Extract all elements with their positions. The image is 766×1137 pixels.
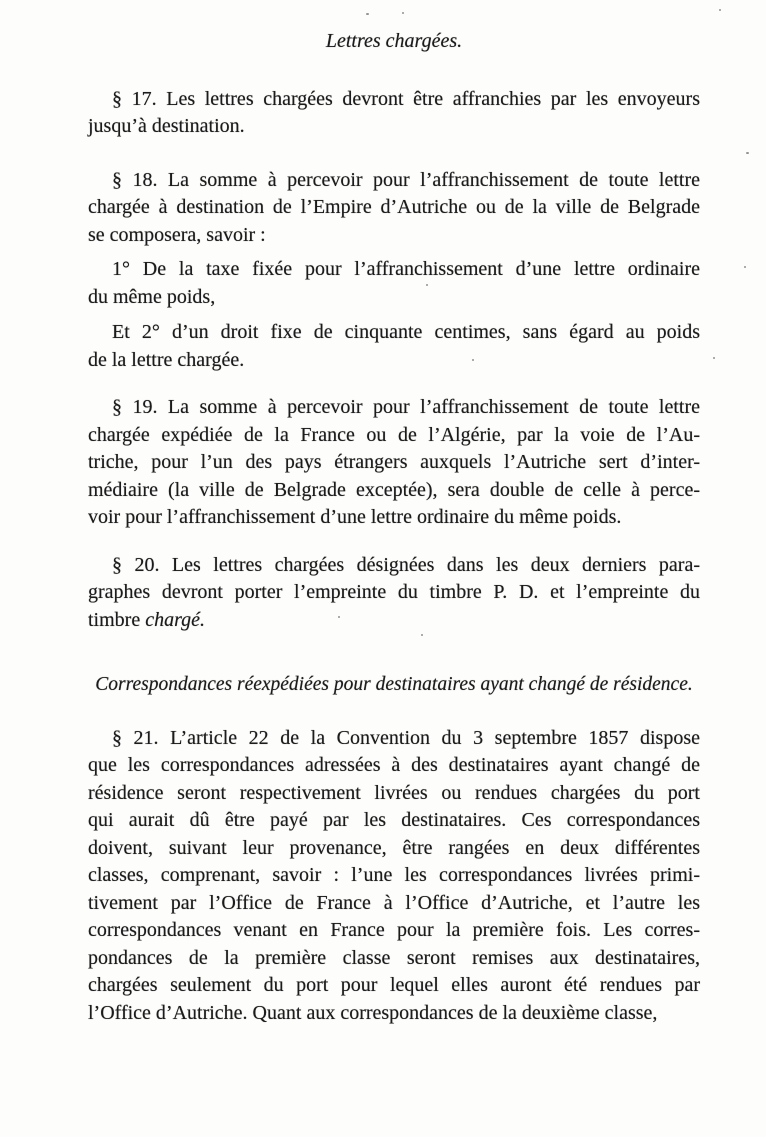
section-heading — [88, 671, 700, 699]
text-line: que les correspondances adressées à des destinataires ayant changé de — [88, 754, 700, 776]
text-line: pondances de la première classe seront remises aux destinataires, — [88, 946, 700, 969]
text-line: se composera, savoir : — [88, 223, 266, 246]
text-line: chargées seulement du port pour lequel elles auront été rendues par — [88, 974, 700, 996]
ink-speck — [402, 12, 404, 14]
italic-text-segment: chargé. — [145, 608, 206, 631]
text-line: § 21. L’article 22 de la Convention du 3 septembre 1857 dispose — [112, 726, 700, 749]
text-line: § 19. La somme à percevoir pour l’affranchissement de toute lettre — [112, 396, 700, 418]
text-line — [88, 607, 700, 635]
ink-speck — [421, 634, 423, 636]
text-line: doivent, suivant leur provenance, être rangées en deux différentes — [88, 836, 700, 859]
text-line: 1° De la taxe fixée pour l’affranchissement d’une lettre ordinaire — [112, 258, 700, 280]
page-title — [88, 28, 700, 56]
text-line: du même poids, — [88, 285, 216, 308]
paragraph-17 — [88, 86, 700, 141]
text-line: tivement par l’Office de France à l’Office d’Autriche, et l’autre les — [88, 891, 700, 914]
ink-speck — [366, 13, 369, 15]
text-line: l’Office d’Autriche. Quant aux correspondances de la deuxième classe, — [88, 1001, 658, 1024]
text-line: Et 2° d’un droit fixe de cinquante centimes, sans égard au poids — [112, 321, 700, 343]
ink-speck — [338, 616, 340, 618]
paragraph-18 — [88, 167, 700, 250]
text-line: chargée à destination de l’Empire d’Autriche ou de la ville de Belgrade — [88, 196, 700, 218]
text-line: triche, pour l’un des pays étrangers auxquels l’Autriche sert d’inter- — [88, 451, 700, 473]
text-line: § 20. Les lettres chargées désignées dans les deux derniers para- — [112, 553, 700, 576]
text-line: § 18. La somme à percevoir pour l’affranchissement de toute lettre — [112, 168, 700, 191]
ink-speck — [426, 284, 428, 286]
text-line: médiaire (la ville de Belgrade exceptée), sera double de celle à perce- — [88, 478, 700, 501]
text-segment: timbre — [88, 608, 146, 631]
text-column — [88, 28, 700, 1027]
ink-speck — [719, 9, 721, 11]
ink-speck — [472, 359, 474, 361]
text-line: § 17. Les lettres chargées devront être affranchies par les envoyeurs — [112, 87, 700, 110]
text-line: de la lettre chargée. — [88, 348, 245, 371]
ink-speck — [746, 152, 749, 154]
paragraph-19 — [88, 394, 700, 532]
paragraph-20 — [88, 552, 700, 635]
text-line: voir pour l’affranchissement d’une lettre ordinaire du même poids. — [88, 506, 622, 528]
text-line: correspondances venant en France pour la première fois. Les corres- — [88, 919, 700, 941]
list-item-1 — [88, 256, 700, 311]
paragraph-21 — [88, 725, 700, 1028]
text-line: jusqu’à destination. — [88, 115, 245, 137]
text-line: classes, comprenant, savoir : l’une les correspondances livrées primi- — [88, 864, 700, 886]
text-line: chargée expédiée de la France ou de l’Algérie, par la voie de l’Au- — [88, 423, 700, 446]
heading-line: Correspondances réexpédiées pour destinataires ayant changé de résidence. — [95, 674, 693, 695]
text-line: qui aurait dû être payé par les destinataires. Ces correspondances — [88, 809, 700, 831]
ink-speck — [713, 357, 715, 359]
text-line: graphes devront porter l’empreinte du timbre P. D. et l’empreinte du — [88, 581, 700, 603]
heading-line: Lettres chargées. — [325, 30, 463, 52]
text-line: résidence seront respectivement livrées ou rendues chargées du port — [88, 781, 700, 804]
list-item-2 — [88, 319, 700, 374]
ink-speck — [744, 266, 746, 268]
